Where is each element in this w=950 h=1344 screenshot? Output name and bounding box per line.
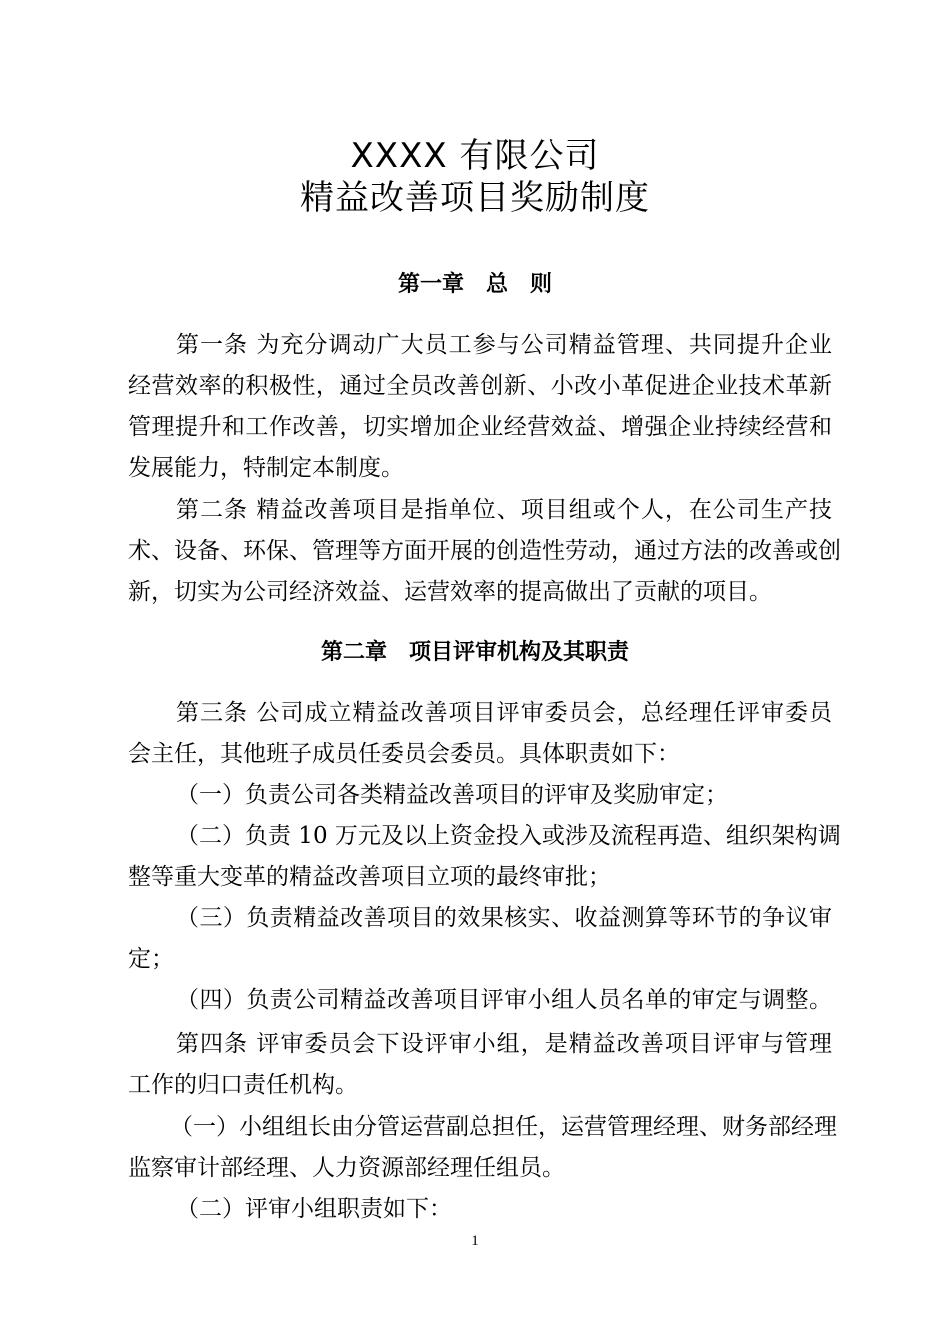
paragraph-line: 第四条 评审委员会下设评审小组，是精益改善项目评审与管理 xyxy=(176,1031,832,1057)
paragraph-line: 经营效率的积极性，通过全员改善创新、小改小革促进企业技术革新 xyxy=(128,373,832,399)
document-title-company: XXXX 有限公司 xyxy=(350,136,600,176)
paragraph-line: 术、设备、环保、管理等方面开展的创造性劳动，通过方法的改善或创 xyxy=(128,538,841,564)
paragraph-line: 整等重大变革的精益改善项目立项的最终审批； xyxy=(128,864,611,890)
paragraph-line: 第二条 精益改善项目是指单位、项目组或个人，在公司生产技 xyxy=(176,497,832,523)
document-title-policy: 精益改善项目奖励制度 xyxy=(300,178,650,218)
list-item: （二）评审小组职责如下： xyxy=(176,1196,452,1222)
paragraph-line: 定； xyxy=(128,946,174,972)
paragraph-line: 监察审计部经理、人力资源部经理任组员。 xyxy=(128,1155,565,1181)
list-item: （三）负责精益改善项目的效果核实、收益测算等环节的争议审 xyxy=(176,905,832,931)
paragraph-line: 工作的归口责任机构。 xyxy=(128,1072,358,1098)
paragraph-line: 第一条 为充分调动广大员工参与公司精益管理、共同提升企业 xyxy=(176,332,832,358)
page-number: 1 xyxy=(471,1233,479,1249)
paragraph-line: 会主任，其他班子成员任委员会委员。具体职责如下： xyxy=(128,741,680,767)
list-item: （一）负责公司各类精益改善项目的评审及奖励审定； xyxy=(176,782,728,808)
paragraph-line: 管理提升和工作改善，切实增加企业经营效益、增强企业持续经营和 xyxy=(128,414,832,440)
list-item: （一）小组组长由分管运营副总担任，运营管理经理、财务部经理 xyxy=(170,1114,837,1140)
paragraph-line: 第三条 公司成立精益改善项目评审委员会，总经理任评审委员 xyxy=(176,700,832,726)
chapter-heading-2: 第二章 项目评审机构及其职责 xyxy=(320,640,629,665)
paragraph-line: 新，切实为公司经济效益、运营效率的提高做出了贡献的项目。 xyxy=(128,579,772,605)
paragraph-line: 发展能力，特制定本制度。 xyxy=(128,455,404,481)
list-item: （二）负责 10 万元及以上资金投入或涉及流程再造、组织架构调 xyxy=(176,823,841,849)
list-item: （四）负责公司精益改善项目评审小组人员名单的审定与调整。 xyxy=(176,987,832,1013)
chapter-heading-1: 第一章 总 则 xyxy=(397,272,552,297)
